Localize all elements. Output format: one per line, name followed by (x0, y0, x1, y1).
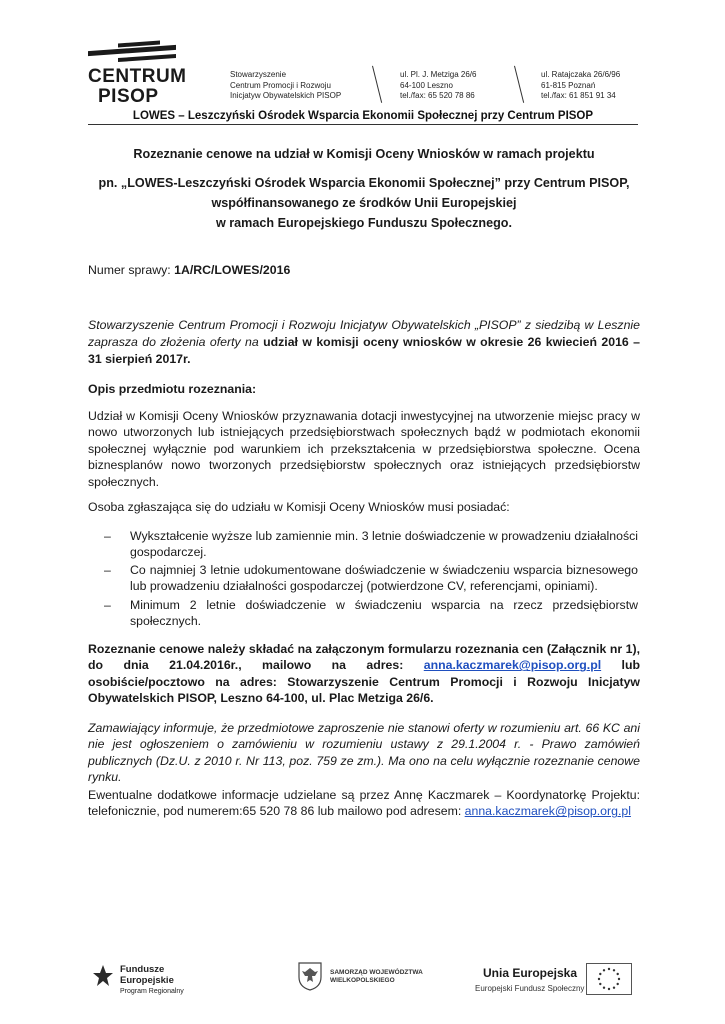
list-item: Co najmniej 3 letnie udokumentowane doświadczenie w świadczeniu wsparcia biznesowego lub prowadzeniu działalności gospodarczej (potwierdzone CV, referencjami, opiniami). (130, 563, 638, 594)
document-title-project (88, 173, 640, 233)
case-number (88, 262, 640, 278)
title-line: pn. „LOWES-Leszczyński Ośrodek Wsparcia Ekonomii Społecznej” przy Centrum PISOP, (98, 176, 630, 190)
contact-email-link[interactable]: anna.kaczmarek@pisop.org.pl (464, 804, 631, 819)
submission-text: Rozeznanie cenowe należy składać na załączonym formularzu rozeznania cen (Załącznik nr 1), do dnia 21.04.2016r., mailowo na adres: (88, 642, 640, 673)
disclaimer-paragraph: Zamawiający informuje, że przedmiotowe zaproszenie nie stanowi oferty w rozumieniu art. 66 KC ani nie jest ogłoszeniem o zamówieniu w rozumieniu ustawy z 29.1.2004 r. - Prawo zamówień publicznych (Dz.U. z 2010 r. Nr 113, poz. 759 ze zm.). Ma ono na celu wyłącznie rozeznanie cenowe rynku. (88, 721, 640, 785)
header-address-line: tel./fax: 65 520 78 86 (400, 91, 475, 100)
contact-paragraph (88, 787, 640, 820)
header-rule (88, 124, 638, 125)
list-bullet: – (104, 529, 111, 543)
submission-address: lub osobiście/pocztowo na adres: Stowarzyszenie Centrum Promocji i Rozwoju Inicjatyw Obywatelskich PISOP, Leszno 64-100, ul. Plac Metziga 26/6. (88, 658, 640, 706)
intro-bold: udział w komisji oceny wniosków w okresie 26 kwiecień 2016 – 31 sierpień 2017r. (88, 335, 640, 366)
list-bullet: – (104, 563, 111, 577)
logo-stripe (118, 54, 176, 62)
header-address-line: tel./fax: 61 851 91 34 (541, 91, 616, 100)
header-address-line: 61-815 Poznań (541, 80, 596, 90)
header-address-line: 64-100 Leszno (400, 80, 453, 90)
eu-stars-icon (587, 964, 631, 994)
list-item: Wykształcenie wyższe lub zamiennie min. 3 letnie doświadczenie w prowadzeniu działalności gospodarczej. (130, 529, 638, 560)
header-org-line: Inicjatyw Obywatelskich PISOP (230, 91, 342, 100)
fe-star-icon (92, 963, 114, 989)
subject-description: Udział w Komisji Oceny Wniosków przyznawania dotacji inwestycyjnej na utworzenie miejsc pracy w nowo utworzonych lub istniejących przedsiębiorstwach społecznych bądź w podmiotach ekonomii społecznej wyłącznie pod warunkiem ich przekształcenia w przedsiębiorstwa społeczne. Ocena biznesplanów nowo tworzonych przedsiębiorstw społecznych oraz istniejących przedsiębiorstw społecznych. (88, 409, 640, 489)
intro-paragraph (88, 317, 640, 368)
fe-line: Fundusze (120, 964, 165, 975)
fe-line: Program Regionalny (120, 988, 184, 995)
requirements-intro: Osoba zgłaszająca się do udziału w Komisji Oceny Wniosków musi posiadać: (88, 500, 510, 514)
header-org-line: Stowarzyszenie (230, 70, 287, 79)
ue-subtitle: Europejski Fundusz Społeczny (475, 984, 585, 993)
case-number-label: Numer sprawy: (88, 263, 175, 277)
title-line: współfinansowanego ze środków Unii Europejskiej (211, 196, 517, 210)
submission-paragraph (88, 641, 640, 707)
list-bullet: – (104, 598, 111, 612)
contact-text: Ewentualne dodatkowe informacje udzielane są przez Annę Kaczmarek – Koordynatorkę Projektu: telefonicznie, pod numerem:65 520 78 86 lub mailowo pod adresem: (88, 788, 640, 819)
fe-text-block (120, 964, 184, 997)
header-address-line: ul. Ratajczaka 26/6/96 (541, 70, 621, 79)
header-org-block (230, 70, 341, 102)
submission-email-link[interactable]: anna.kaczmarek@pisop.org.pl (423, 658, 602, 673)
header-project-name: LOWES – Leszczyński Ośrodek Wsparcia Ekonomii Społecznej przy Centrum PISOP (132, 110, 594, 122)
samorzad-text (330, 969, 423, 985)
subject-heading: Opis przedmiotu rozeznania: (88, 382, 257, 396)
samorzad-line: SAMORZĄD WOJEWÓDZTWA (330, 969, 423, 976)
case-number-value: 1A/RC/LOWES/2016 (174, 263, 291, 277)
title-line: w ramach Europejskiego Funduszu Społecznego. (215, 216, 512, 230)
header-divider (372, 66, 382, 103)
header-leszno-address (400, 70, 476, 102)
samorzad-line: WIELKOPOLSKIEGO (330, 977, 395, 984)
header-org-line: Centrum Promocji i Rozwoju (230, 80, 331, 90)
eagle-crest-icon (297, 961, 323, 991)
logo-word-centrum: CENTRUM (88, 66, 187, 87)
intro-italic: Stowarzyszenie Centrum Promocji i Rozwoju Inicjatyw Obywatelskich „PISOP” z siedzibą w Lesznie zaprasza do złożenia oferty na (88, 318, 640, 349)
header-address-line: ul. Pl. J. Metziga 26/6 (400, 70, 477, 79)
header-divider (514, 66, 524, 103)
list-item: Minimum 2 letnie doświadczenie w świadczeniu wsparcia na rzecz przedsiębiorstw społecznych. (130, 598, 638, 629)
ue-title: Unia Europejska (483, 966, 578, 980)
eu-flag-icon (586, 963, 632, 995)
fe-line: Europejskie (120, 975, 174, 986)
logo-word-pisop: PISOP (98, 86, 159, 107)
document-title: Rozeznanie cenowe na udział w Komisji Oceny Wniosków w ramach projektu (133, 147, 595, 161)
header-poznan-address (541, 70, 620, 102)
